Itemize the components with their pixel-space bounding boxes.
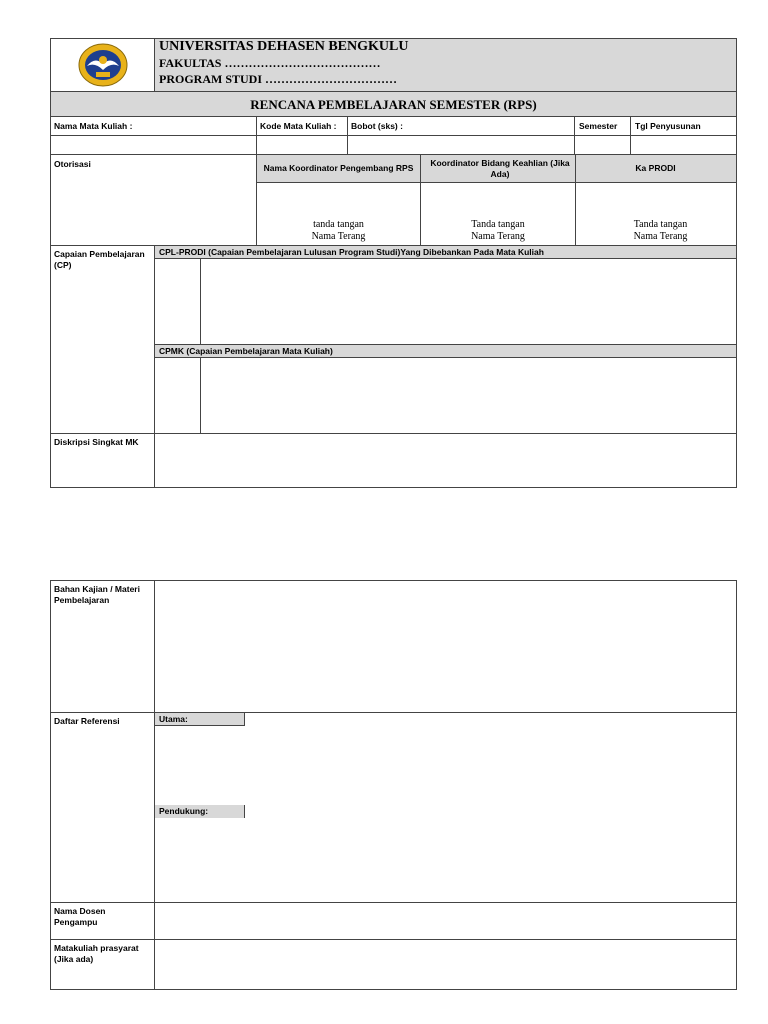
diskripsi-block [51,434,736,487]
cpl-header: CPL-PRODI (Capaian Pembelajaran Lulusan Program Studi)Yang Dibebankan Pada Mata Kuliah [155,246,736,259]
university-name: UNIVERSITAS DEHASEN BENGKULU [159,39,409,54]
cpmk-header: CPMK (Capaian Pembelajaran Mata Kuliah) [155,345,736,358]
signature-line: Tanda tangan [633,219,688,230]
semester-field[interactable] [574,136,630,154]
divider [575,183,576,245]
signature-row [256,183,736,245]
label-tgl-penyusunan: Tgl Penyusunan [635,121,701,131]
rps-form-page-1 [50,38,737,488]
referensi-block [51,713,736,903]
otorisasi-header-row [256,155,736,183]
pendukung-field[interactable] [155,819,736,901]
label-koordinator-rps: Nama Koordinator Pengembang RPS [263,163,414,173]
utama-tag: Utama: [155,713,245,726]
cpl-content-row[interactable] [155,259,736,345]
label-nama-mk: Nama Mata Kuliah : [54,121,133,131]
program-line: PROGRAM STUDI …………………………… [159,72,398,86]
otorisasi-block [51,155,736,246]
course-info-value-row [51,136,736,155]
rps-form-page-2 [50,580,737,990]
cp-block [51,246,736,434]
dosen-block [51,903,736,940]
cpmk-content-row[interactable] [155,358,736,434]
signature-line: tanda tangan [313,219,364,230]
signature-name: Nama Terang [471,231,525,242]
label-bobot: Bobot (sks) : [351,121,403,131]
label-ka-prodi: Ka PRODI [635,163,676,173]
signature-name: Nama Terang [311,231,366,242]
utama-field[interactable] [155,727,736,801]
logo-cell [51,39,155,91]
label-prasyarat: Matakuliah prasyarat (Jika ada) [54,943,139,964]
nama-mk-field[interactable] [51,136,256,154]
label-daftar-referensi: Daftar Referensi [54,716,120,726]
signature-cell-3[interactable] [583,219,738,243]
form-title: RENCANA PEMBELAJARAN SEMESTER (RPS) [51,92,736,117]
signature-name: Nama Terang [633,231,688,242]
divider [347,117,348,136]
university-logo [77,42,129,88]
label-cp: Capaian Pembelajaran (CP) [54,249,145,270]
label-koordinator-bidang: Koordinator Bidang Keahlian (Jika Ada) [430,158,570,179]
label-nama-dosen: Nama Dosen Pengampu [54,906,106,927]
divider [200,259,201,345]
tgl-penyusunan-field[interactable] [630,136,736,154]
divider [630,117,631,136]
course-info-label-row [51,117,736,136]
label-otorisasi: Otorisasi [54,159,91,169]
dosen-field[interactable] [154,903,736,940]
header-band [51,39,736,92]
prasyarat-block [51,940,736,989]
bobot-field[interactable] [347,136,574,154]
signature-line: Tanda tangan [471,219,525,230]
signature-cell-2[interactable] [421,219,575,243]
kode-mk-field[interactable] [256,136,347,154]
bahan-kajian-block [51,581,736,713]
label-diskripsi: Diskripsi Singkat MK [54,437,139,447]
divider [574,117,575,136]
label-kode-mk: Kode Mata Kuliah : [260,121,337,131]
diskripsi-field[interactable] [154,434,736,487]
label-bahan-kajian: Bahan Kajian / Materi Pembelajaran [54,584,140,605]
divider [200,358,201,434]
faculty-line: FAKULTAS ………………………………… [159,56,381,70]
divider [256,117,257,136]
label-semester: Semester [579,121,618,131]
bahan-kajian-field[interactable] [154,581,736,713]
divider [420,155,421,183]
prasyarat-field[interactable] [154,940,736,989]
pendukung-tag: Pendukung: [155,805,245,818]
signature-cell-1[interactable] [257,219,420,243]
